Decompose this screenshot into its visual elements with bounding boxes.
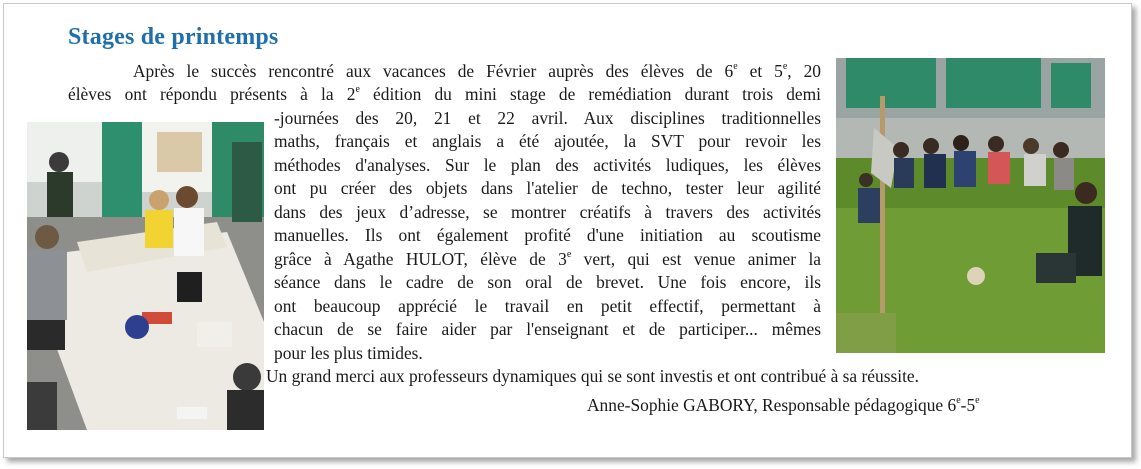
paragraph-line-12: chacun de se faire aider par l'enseignant et de participer... mêmes: [274, 319, 821, 339]
superscript: e: [956, 395, 961, 407]
signature-text: Anne-Sophie GABORY, Responsable pédagogique 6: [587, 395, 957, 415]
paragraph-line-1: [133, 60, 821, 84]
superscript: e: [733, 61, 738, 73]
paragraph-line-7: dans des jeux d’adresse, se montrer créatifs à travers des activités: [274, 202, 821, 222]
article-title: Stages de printemps: [68, 24, 279, 50]
paragraph-line-5: méthodes d'analyses. Sur le plan des activités ludiques, les élèves: [274, 155, 821, 175]
line-text: , 20: [787, 61, 821, 81]
thanks-line: Un grand merci aux professeurs dynamiques qui se sont investis et ont contribué à sa réussite.: [266, 366, 919, 386]
superscript: e: [566, 249, 572, 261]
outdoor-photo: [836, 58, 1105, 353]
line-text: élèves ont répondu présents à la 2: [68, 84, 356, 104]
paragraph-line-3: -journées des 20, 21 et 22 avril. Aux disciplines traditionnelles: [274, 108, 821, 128]
paragraph-line-10: séance dans le cadre de son oral de brevet. Une fois encore, ils: [274, 272, 821, 292]
paragraph-line-4: maths, français et anglais a été ajoutée, la SVT pour revoir les: [274, 131, 821, 151]
paragraph-line-2: [68, 83, 821, 107]
line-text: vert, qui est venue animer la: [571, 249, 821, 269]
superscript: e: [975, 395, 980, 407]
paragraph-line-11: ont beaucoup apprécié le travail en petit effectif, permettant à: [274, 296, 821, 316]
superscript: e: [782, 61, 788, 73]
classroom-photo: [27, 122, 264, 430]
line-text: Après le succès rencontré aux vacances de Février auprès des élèves de 6: [133, 61, 734, 81]
line-text: édition du mini stage de remédiation durant trois demi: [359, 84, 822, 104]
line-text: et 5: [737, 61, 783, 81]
paragraph-line-8: manuelles. Ils ont également profité d'une initiation au scoutisme: [274, 225, 821, 245]
paragraph-line-13: pour les plus timides.: [274, 343, 423, 363]
paragraph-line-9: [274, 248, 821, 272]
article-card: [3, 3, 1132, 458]
signature-text: -5: [960, 395, 976, 415]
superscript: e: [355, 84, 360, 96]
paragraph-line-6: ont pu créer des objets dans l'atelier de techno, tester leur agilité: [274, 178, 821, 198]
signature: [587, 394, 980, 418]
line-text: grâce à Agathe HULOT, élève de 3: [274, 249, 567, 269]
